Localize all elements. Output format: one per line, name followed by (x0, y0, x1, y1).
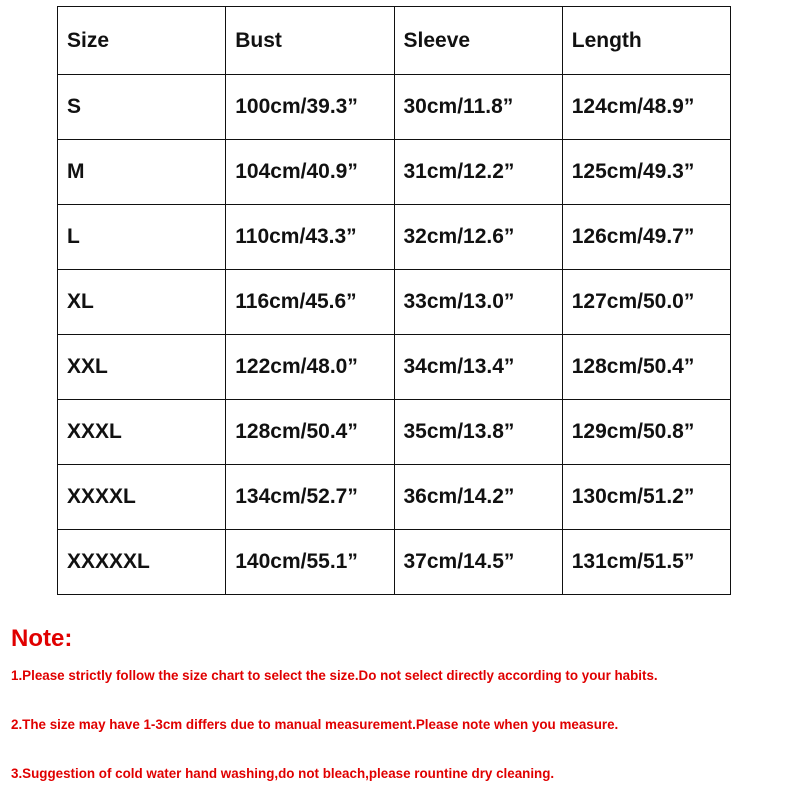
table-row (58, 75, 731, 140)
length-cell: 129cm/50.8” (562, 400, 730, 465)
table-row (58, 400, 731, 465)
size-cell: S (58, 75, 226, 140)
table-row (58, 270, 731, 335)
size-cell: M (58, 140, 226, 205)
header-size: Size (58, 7, 226, 75)
note-title: Note: (11, 625, 73, 652)
size-cell: XXXXXL (58, 530, 226, 595)
note-item: 1.Please strictly follow the size chart to select the size.Do not select directly according to your habits. (11, 668, 658, 683)
bust-cell: 140cm/55.1” (226, 530, 394, 595)
table-header-row (58, 7, 731, 75)
size-cell: XL (58, 270, 226, 335)
bust-cell: 104cm/40.9” (226, 140, 394, 205)
sleeve-cell: 36cm/14.2” (394, 465, 562, 530)
bust-cell: 134cm/52.7” (226, 465, 394, 530)
sleeve-cell: 32cm/12.6” (394, 205, 562, 270)
length-cell: 125cm/49.3” (562, 140, 730, 205)
length-cell: 131cm/51.5” (562, 530, 730, 595)
table-row (58, 465, 731, 530)
note-item: 2.The size may have 1-3cm differs due to manual measurement.Please note when you measure. (11, 717, 619, 732)
length-cell: 128cm/50.4” (562, 335, 730, 400)
length-cell: 130cm/51.2” (562, 465, 730, 530)
sleeve-cell: 34cm/13.4” (394, 335, 562, 400)
length-cell: 124cm/48.9” (562, 75, 730, 140)
header-bust: Bust (226, 7, 394, 75)
sleeve-cell: 31cm/12.2” (394, 140, 562, 205)
length-cell: 127cm/50.0” (562, 270, 730, 335)
sleeve-cell: 33cm/13.0” (394, 270, 562, 335)
table-row (58, 140, 731, 205)
note-item: 3.Suggestion of cold water hand washing,do not bleach,please rountine dry cleaning. (11, 766, 555, 781)
size-cell: L (58, 205, 226, 270)
sleeve-cell: 30cm/11.8” (394, 75, 562, 140)
bust-cell: 128cm/50.4” (226, 400, 394, 465)
bust-cell: 116cm/45.6” (226, 270, 394, 335)
header-sleeve: Sleeve (394, 7, 562, 75)
sleeve-cell: 37cm/14.5” (394, 530, 562, 595)
table-row (58, 530, 731, 595)
size-chart-table (57, 6, 731, 595)
size-cell: XXL (58, 335, 226, 400)
table-row (58, 335, 731, 400)
header-length: Length (562, 7, 730, 75)
table-row (58, 205, 731, 270)
length-cell: 126cm/49.7” (562, 205, 730, 270)
sleeve-cell: 35cm/13.8” (394, 400, 562, 465)
bust-cell: 100cm/39.3” (226, 75, 394, 140)
size-cell: XXXXL (58, 465, 226, 530)
size-cell: XXXL (58, 400, 226, 465)
bust-cell: 110cm/43.3” (226, 205, 394, 270)
bust-cell: 122cm/48.0” (226, 335, 394, 400)
